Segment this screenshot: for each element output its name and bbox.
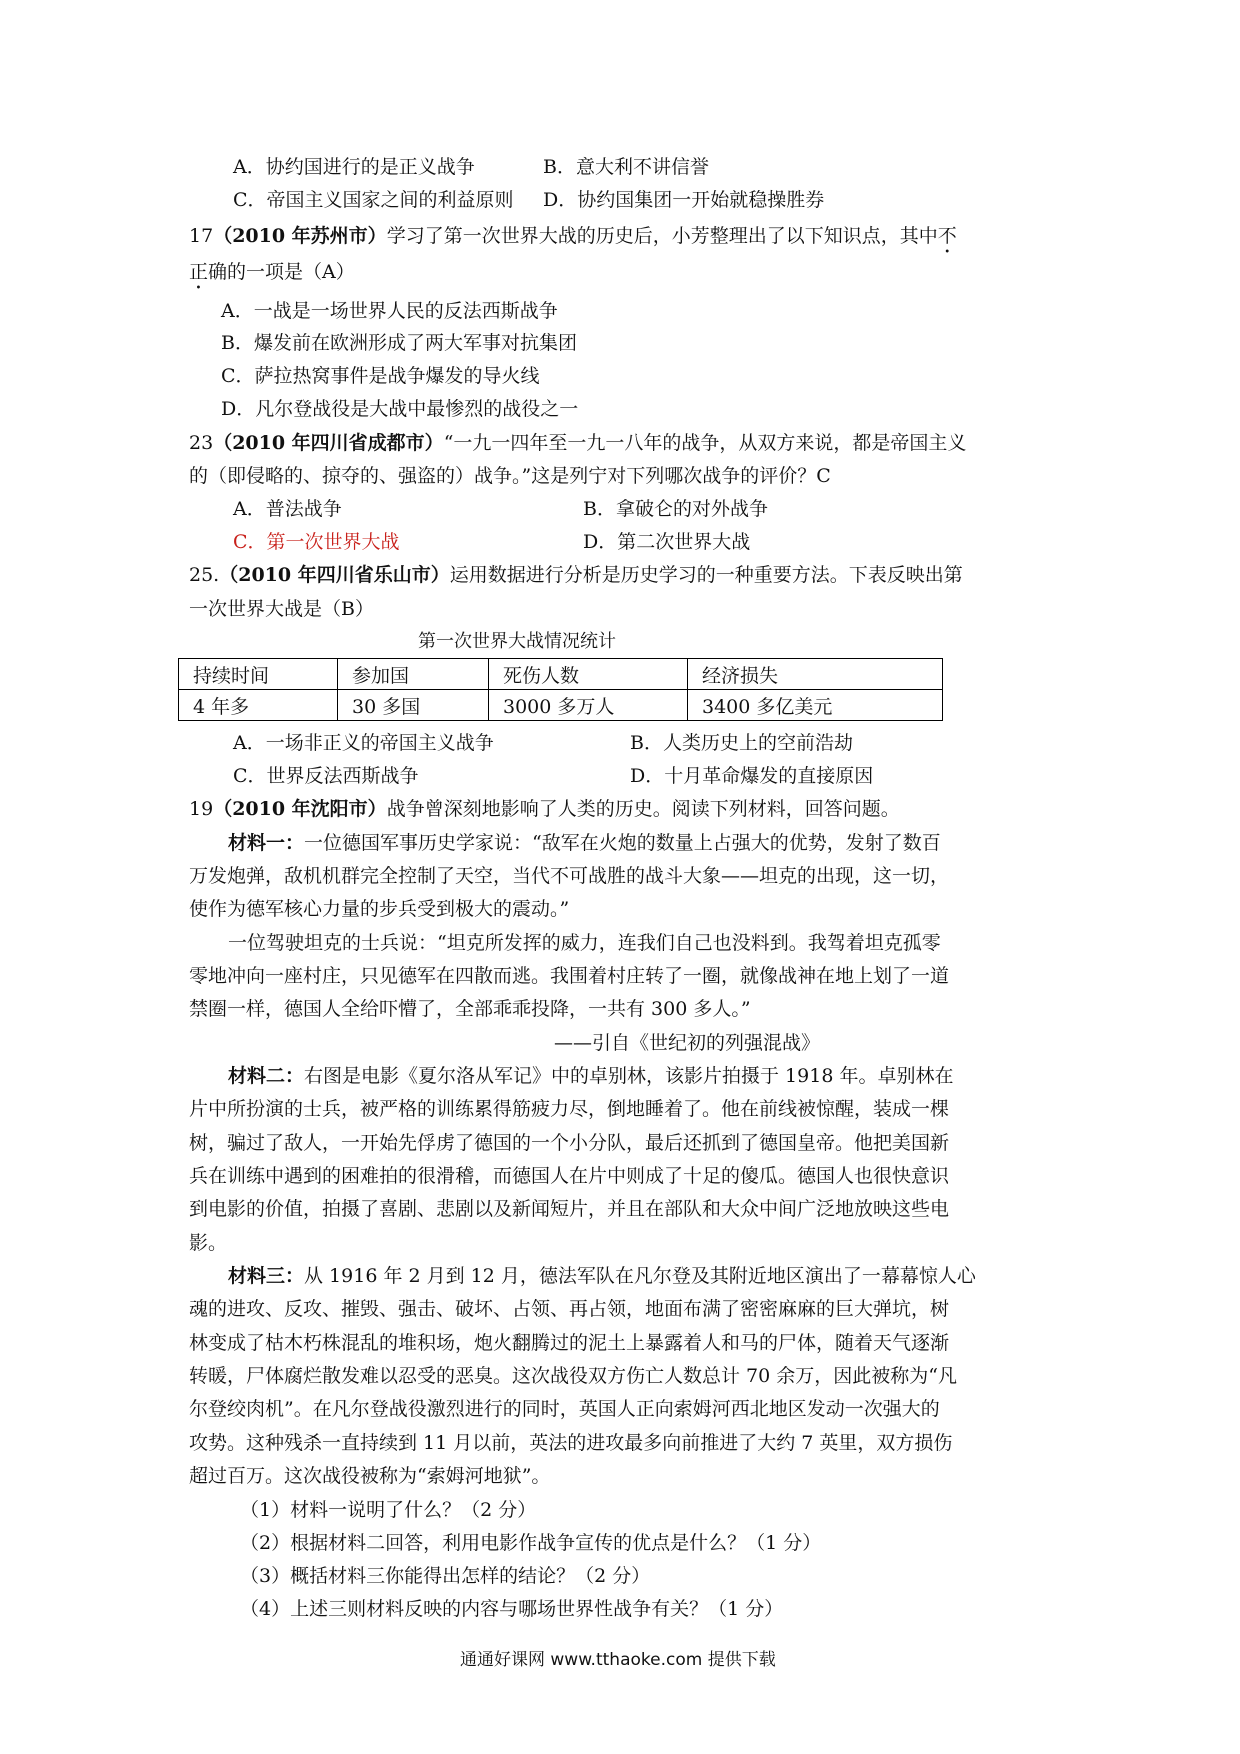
- material-3-line: 转暖，尸体腐烂散发难以忍受的恶臭。这次战役双方伤亡人数总计 70 余万，因此被称为“凡: [189, 1365, 957, 1387]
- q17-emphasis-correct: 正: [189, 261, 209, 283]
- q16-option-a: A．协约国进行的是正义战争: [233, 156, 475, 178]
- q23-option-c-answer: C．第一次世界大战: [233, 531, 400, 553]
- table-cell: 30 多国: [338, 690, 489, 721]
- material-2-line: 材料二：右图是电影《夏尔洛从军记》中的卓别林，该影片拍摄于 1918 年。卓别林在: [228, 1065, 954, 1087]
- table-header-cell: 死伤人数: [489, 659, 688, 690]
- q23-stem-line-1: [189, 434, 966, 453]
- material-2-line: 影。: [189, 1232, 228, 1254]
- q23-option-b: B．拿破仑的对外战争: [583, 498, 768, 520]
- q23-stem-text-1: “一九一四年至一九一八年的战争，从双方来说，都是帝国主义: [443, 432, 967, 454]
- q17-number: 17: [189, 225, 214, 247]
- material-1-line: 一位驾驶坦克的士兵说：“坦克所发挥的威力，连我们自己也没料到。我驾着坦克孤零: [228, 932, 941, 954]
- q25-stem-line-1: [189, 566, 963, 585]
- q25-option-d: D．十月革命爆发的直接原因: [630, 765, 874, 787]
- q17-stem-text-2: 确的一项是（A）: [208, 261, 355, 283]
- material-3-line: 尔登绞肉机”。在凡尔登战役激烈进行的同时，英国人正向索姆河西北地区发动一次强大的: [189, 1398, 940, 1420]
- material-3-line: 攻势。这种残杀一直持续到 11 月以前，英法的进攻最多向前推进了大约 7 英里，双方损伤: [189, 1432, 953, 1454]
- table-cell: 4 年多: [179, 690, 338, 721]
- q25-source: （2010 年四川省乐山市）: [219, 564, 450, 586]
- q23-option-a: A．普法战争: [233, 498, 342, 520]
- table-cell: 3400 多亿美元: [688, 690, 943, 721]
- q23-option-d: D．第二次世界大战: [583, 531, 751, 553]
- q23-stem-line-2: 的（即侵略的、掠夺的、强盗的）战争。”这是列宁对下列哪次战争的评价？C: [189, 465, 831, 487]
- q16-option-c: C．帝国主义国家之间的利益原则: [233, 189, 514, 211]
- material-2-line: 到电影的价值，拍摄了喜剧、悲剧以及新闻短片，并且在部队和大众中间广泛地放映这些电: [189, 1198, 950, 1220]
- q17-option-d: D．凡尔登战役是大战中最惨烈的战役之一: [221, 398, 579, 420]
- table-header-row: [179, 659, 943, 690]
- material-3-line: 林变成了枯木朽株混乱的堆积场，炮火翻腾过的泥土上暴露着人和马的尸体，随着天气逐渐: [189, 1332, 950, 1354]
- material-1-line: 万发炮弹，敌机机群完全控制了天空，当代不可战胜的战斗大象——坦克的出现，这一切，: [189, 865, 950, 887]
- table-header-cell: 经济损失: [688, 659, 943, 690]
- q19-subquestion-3: （3）概括材料三你能得出怎样的结论？（2 分）: [240, 1565, 651, 1587]
- material-2-label: 材料二：: [228, 1065, 305, 1087]
- q17-stem-line-2: [189, 261, 355, 294]
- q25-option-a: A．一场非正义的帝国主义战争: [233, 732, 494, 754]
- q25-stem-line-2: 一次世界大战是（B）: [189, 598, 374, 620]
- table-header-cell: 参加国: [338, 659, 489, 690]
- material-2-line: 兵在训练中遇到的困难拍的很滑稽，而德国人在片中则成了十足的傻瓜。德国人也很快意识: [189, 1165, 950, 1187]
- material-2-line: 树，骗过了敌人，一开始先俘虏了德国的一个小分队，最后还抓到了德国皇帝。他把美国新: [189, 1132, 950, 1154]
- material-1-line: 禁圈一样，德国人全给吓懵了，全部乖乖投降，一共有 300 多人。”: [189, 998, 751, 1020]
- q25-number: 25.: [189, 564, 220, 586]
- q25-option-c: C．世界反法西斯战争: [233, 765, 419, 787]
- q23-source: （2010 年四川省成都市）: [213, 432, 444, 454]
- q19-stem: [189, 800, 900, 819]
- q23-number: 23: [189, 432, 214, 454]
- q25-table-title: 第一次世界大战情况统计: [418, 631, 616, 652]
- q17-stem-line-1: [189, 225, 957, 258]
- q19-number: 19: [189, 798, 214, 820]
- q17-option-a: A．一战是一场世界人民的反法西斯战争: [221, 300, 558, 322]
- q19-subquestion-4: （4）上述三则材料反映的内容与哪场世界性战争有关？（1 分）: [240, 1598, 784, 1620]
- table-header-cell: 持续时间: [179, 659, 338, 690]
- q17-stem-text-1: 学习了第一次世界大战的历史后，小芳整理出了以下知识点，其中: [386, 225, 938, 247]
- q16-option-d: D．协约国集团一开始就稳操胜券: [543, 189, 825, 211]
- q19-subquestion-1: （1）材料一说明了什么？（2 分）: [240, 1499, 537, 1521]
- material-3-label: 材料三：: [228, 1265, 305, 1287]
- q17-source: （2010 年苏州市）: [213, 225, 387, 247]
- q25-stem-text-1: 运用数据进行分析是历史学习的一种重要方法。下表反映出第: [449, 564, 963, 586]
- q17-option-b: B．爆发前在欧洲形成了两大军事对抗集团: [221, 332, 577, 354]
- material-1-citation: ——引自《世纪初的列强混战》: [554, 1032, 821, 1054]
- ww1-statistics-table: [178, 658, 943, 721]
- material-1-line: 使作为德军核心力量的步兵受到极大的震动。”: [189, 898, 570, 920]
- table-row: [179, 690, 943, 721]
- page-footer: 通通好课网 www.tthaoke.com 提供下载: [460, 1650, 776, 1670]
- material-1-line: 材料一：一位德国军事历史学家说：“敌军在火炮的数量上占强大的优势，发射了数百: [228, 832, 941, 854]
- q19-subquestion-2: （2）根据材料二回答，利用电影作战争宣传的优点是什么？（1 分）: [240, 1532, 822, 1554]
- material-3-line: 超过百万。这次战役被称为“索姆河地狱”。: [189, 1465, 551, 1487]
- material-1-label: 材料一：: [228, 832, 305, 854]
- q17-option-c: C．萨拉热窝事件是战争爆发的导火线: [221, 365, 540, 387]
- q25-option-b: B．人类历史上的空前浩劫: [630, 732, 853, 754]
- q17-emphasis-not: 不: [937, 225, 957, 247]
- material-1-line: 零地冲向一座村庄，只见德军在四散而逃。我围着村庄转了一圈，就像战神在地上划了一道: [189, 965, 950, 987]
- table-cell: 3000 多万人: [489, 690, 688, 721]
- q16-option-b: B．意大利不讲信誉: [543, 156, 709, 178]
- q19-source: （2010 年沈阳市）: [213, 798, 387, 820]
- material-3-line: 材料三：从 1916 年 2 月到 12 月，德法军队在凡尔登及其附近地区演出了一幕幕惊人心: [228, 1265, 976, 1287]
- material-2-line: 片中所扮演的士兵，被严格的训练累得筋疲力尽，倒地睡着了。他在前线被惊醒，装成一棵: [189, 1098, 950, 1120]
- material-3-line: 魂的进攻、反攻、摧毁、强击、破坏、占领、再占领，地面布满了密密麻麻的巨大弹坑，树: [189, 1298, 950, 1320]
- q19-stem-text: 战争曾深刻地影响了人类的历史。阅读下列材料，回答问题。: [386, 798, 900, 820]
